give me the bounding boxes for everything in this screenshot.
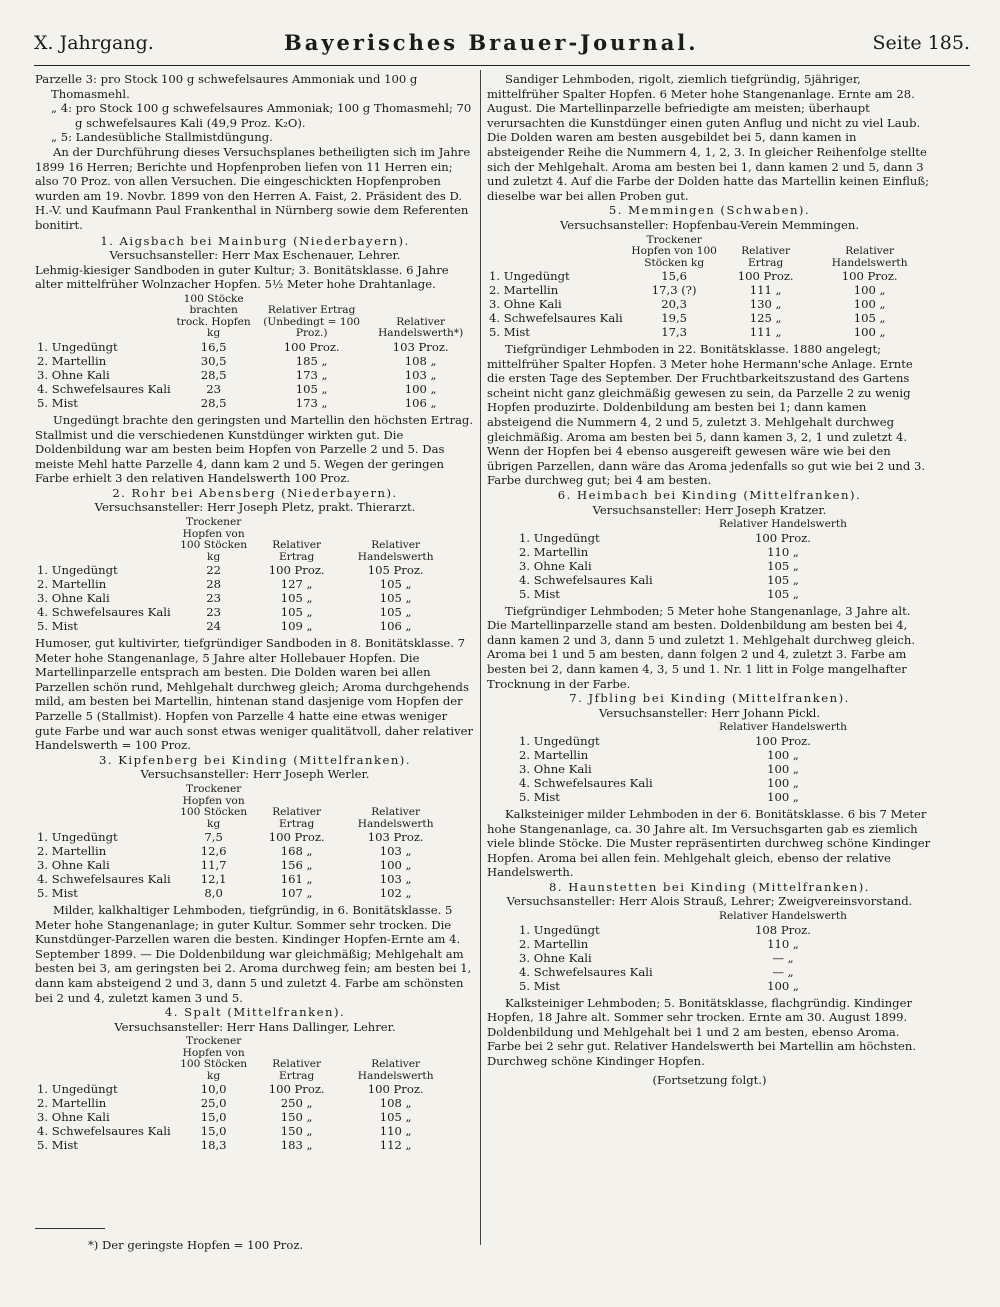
table-cell: 100 „	[404, 381, 437, 396]
col-header: Relativer Handelswerth	[718, 721, 847, 734]
table-cell: 173 „	[295, 395, 328, 410]
volume-label: X. Jahrgang.	[34, 32, 154, 54]
table-cell: 100 „	[853, 325, 886, 340]
row-label: 2. Martellin	[37, 844, 107, 858]
table-cell: 105 „	[280, 605, 313, 620]
row-label: 1. Ungedüngt	[519, 530, 600, 545]
continuation-note: (Fortsetzung folgt.)	[652, 1072, 767, 1087]
table-cell: 100 „	[767, 775, 799, 790]
table-7	[517, 722, 855, 804]
table-header	[517, 722, 855, 734]
table-cell: 105 „	[853, 311, 886, 326]
row-label: 3. Ohne Kali	[37, 591, 110, 606]
table-row	[35, 1082, 453, 1096]
table-cell: 168 „	[280, 844, 313, 858]
table-cell: 10,0	[200, 1082, 227, 1097]
row-label: 4. Schwefelsaures Kali	[489, 311, 623, 326]
section-title-5: 5. Memmingen (Schwaben).	[608, 203, 811, 218]
row-label: 3. Ohne Kali	[37, 1110, 110, 1125]
section-title-8: 8. Haunstetten bei Kinding (Mittelfranken).	[549, 879, 870, 894]
right-column	[487, 72, 932, 1087]
page-number: Seite 185.	[872, 32, 970, 54]
table-cell: 15,0	[200, 1124, 227, 1139]
table-cell: 110 „	[379, 1124, 412, 1139]
table-cell: 23	[206, 605, 222, 620]
row-label: 2. Martellin	[37, 577, 107, 592]
table-header	[35, 1036, 453, 1082]
section-who-3: Versuchsansteller: Herr Joseph Werler.	[140, 767, 370, 782]
table-row	[35, 619, 453, 633]
table-cell: 102 „	[379, 886, 412, 900]
row-label: 4. Schwefelsaures Kali	[37, 1124, 171, 1139]
table-cell: 103 Proz.	[367, 830, 424, 844]
row-label: 4. Schwefelsaures Kali	[519, 964, 653, 979]
table-cell: 156 „	[280, 858, 313, 872]
table-cell: 22	[206, 563, 222, 578]
table-row	[517, 545, 855, 559]
table-2	[35, 517, 453, 633]
table-header	[517, 911, 855, 923]
table-cell: 105 „	[379, 1110, 412, 1125]
table-row	[517, 776, 855, 790]
table-cell: 30,5	[200, 353, 227, 368]
row-label: 1. Ungedüngt	[519, 733, 600, 748]
section-who-4: Versuchsansteller: Herr Hans Dallinger, Lehrer.	[114, 1019, 396, 1034]
col-header: Trockener Hopfen von 100 Stöcken kg	[631, 233, 717, 269]
table-row	[35, 858, 453, 872]
table-cell: 108 „	[379, 1096, 412, 1111]
section-title-1: 1. Aigsbach bei Mainburg (Niederbayern).	[100, 233, 410, 248]
table-row	[517, 573, 855, 587]
table-row	[35, 563, 453, 577]
table-cell: — „	[772, 964, 794, 979]
row-label: 5. Mist	[37, 886, 78, 900]
section-text-1: Ungedüngt brachte den geringsten und Martellin den höchsten Ertrag. Stallmist und die verschiedenen Kunstdünger wirkten gut. Die Doldenbildung war am besten beim Hopfen von Parzelle 2 und 5. Das meiste Mehl hatte Parzelle 4, dann kam 2 und 5. Wegen der geringen Farbe erhielt 3 den relativen Handelswerth 100 Proz.	[35, 412, 474, 486]
table-cell: 105 „	[379, 605, 412, 620]
table-row	[35, 368, 473, 382]
intro-line-3: „ 5: Landesübliche Stallmistdüngung.	[51, 130, 273, 145]
col-header: Relativer Handelswerth	[357, 1058, 434, 1082]
table-row	[35, 1138, 453, 1152]
table-cell: 103 „	[379, 844, 412, 858]
row-label: 2. Martellin	[37, 353, 107, 368]
table-5	[487, 235, 932, 340]
section-title-6: 6. Heimbach bei Kinding (Mittelfranken).	[557, 487, 862, 502]
table-cell: 20,3	[661, 297, 688, 312]
table-row	[35, 605, 453, 619]
table-cell: 100 Proz.	[841, 269, 898, 284]
table-cell: 110 „	[767, 544, 799, 559]
col-header: Relativer Handelswerth	[357, 539, 434, 563]
table-body	[35, 563, 453, 633]
row-label: 1. Ungedüngt	[489, 269, 570, 284]
section-text-6: Tiefgründiger Lehmboden; 5 Meter hohe Stangenanlage, 3 Jahre alt. Die Martellinparzelle stand am besten. Doldenbildung am besten bei 4, dann kamen 2 und 3, dann 5 und zuletzt 1. Mehlgehalt durchweg gleich. Aroma bei 1 und 5 am besten, dann folgen 2 und 4, zuletzt 3. Farbe am besten bei 2, dann kamen 4, 3, 5 und 1. Nr. 1 litt in Folge mangelhafter Trocknung in der Farbe.	[487, 603, 916, 691]
table-cell: 125 „	[749, 311, 782, 326]
row-label: 1. Ungedüngt	[37, 1082, 118, 1097]
table-body	[517, 734, 855, 804]
table-row	[35, 1110, 453, 1124]
table-cell: 111 „	[749, 325, 782, 340]
table-cell: 100 Proz.	[737, 269, 794, 284]
table-row	[35, 354, 473, 368]
table-row	[517, 790, 855, 804]
section-who-6: Versuchsansteller: Herr Joseph Kratzer.	[592, 502, 827, 517]
table-4	[35, 1036, 453, 1152]
table-cell: 185 „	[295, 353, 328, 368]
table-cell: 173 „	[295, 367, 328, 382]
col-header: Trockener Hopfen von 100 Stöcken kg	[180, 516, 248, 563]
table-cell: 100 „	[853, 283, 886, 298]
table-cell: 11,7	[200, 858, 227, 872]
table-cell: 105 „	[379, 591, 412, 606]
table-cell: 16,5	[200, 339, 227, 354]
table-cell: 24	[206, 619, 222, 634]
table-cell: 127 „	[280, 577, 313, 592]
section-who-7: Versuchsansteller: Herr Johann Pickl.	[598, 705, 821, 720]
table-cell: 250 „	[280, 1096, 313, 1111]
table-row	[517, 559, 855, 573]
table-cell: 100 Proz.	[268, 563, 325, 578]
table-cell: 112 „	[379, 1138, 412, 1153]
table-row	[35, 396, 473, 410]
row-label: 5. Mist	[519, 586, 560, 601]
row-label: 1. Ungedüngt	[37, 339, 118, 354]
table-row	[517, 937, 855, 951]
col-header	[35, 294, 173, 340]
table-row	[35, 830, 453, 844]
table-body	[35, 340, 473, 410]
table-body	[35, 830, 453, 900]
table-row	[487, 283, 932, 297]
row-label: 3. Ohne Kali	[519, 558, 592, 573]
table-cell: 100 „	[767, 747, 799, 762]
row-label: 2. Martellin	[37, 1096, 107, 1111]
table-cell: 105 „	[767, 558, 799, 573]
table-header	[517, 519, 855, 531]
table-body	[517, 923, 855, 993]
table-cell: 100 „	[767, 789, 799, 804]
row-label: 3. Ohne Kali	[37, 367, 110, 382]
table-row	[517, 734, 855, 748]
table-cell: 130 „	[749, 297, 782, 312]
row-label: 5. Mist	[489, 325, 530, 340]
row-label: 4. Schwefelsaures Kali	[37, 381, 171, 396]
col-header: Relativer Handelswerth*)	[378, 315, 464, 340]
section-who-1: Versuchsansteller: Herr Max Eschenauer, Lehrer.	[109, 248, 401, 263]
section-text-2: Humoser, gut kultivirter, tiefgründiger Sandboden in 8. Bonitätsklasse. 7 Meter hohe Stangenanlage, 5 Jahre alter Hollebauer Hopfen. Die Martellinparzelle entsprach am besten. Die Dolden waren bei allen Parzellen schön rund, Mehlgehalt durchweg gleich; Aroma durchgehends mild, am besten bei Martellin, hintenan stand dasjenige vom Hopfen der Parzelle 5 (Stallmist). Hopfen von Parzelle 4 hatte eine etwas weniger gute Farbe und war auch sonst etwas weniger qualitätvoll, daher relativer Handelswerth = 100 Proz.	[35, 636, 474, 753]
table-cell: 183 „	[280, 1138, 313, 1153]
col-header: Relativer Ertrag (Unbedingt = 100 Proz.)	[263, 304, 361, 340]
table-cell: 111 „	[749, 283, 782, 298]
col-header: Relativer Handelswerth	[718, 910, 847, 923]
table-row	[487, 297, 932, 311]
col-header: Trockener Hopfen von 100 Stöcken kg	[180, 1035, 248, 1082]
col-header	[35, 517, 173, 563]
table-row	[35, 577, 453, 591]
journal-title: Bayerisches Brauer-Journal.	[284, 30, 699, 55]
col-header	[517, 519, 711, 531]
col-header: Relativer Ertrag	[272, 806, 322, 830]
table-cell: 105 „	[280, 591, 313, 606]
table-row	[517, 979, 855, 993]
table-cell: — „	[772, 950, 794, 965]
row-label: 4. Schwefelsaures Kali	[519, 775, 653, 790]
row-label: 1. Ungedüngt	[519, 922, 600, 937]
col-header: Relativer Handelswerth	[831, 245, 908, 269]
table-header	[487, 235, 932, 270]
table-cell: 23	[206, 591, 222, 606]
table-cell: 28,5	[200, 395, 227, 410]
table-cell: 23	[206, 381, 222, 396]
table-cell: 100 Proz.	[755, 733, 811, 748]
column-divider	[480, 70, 481, 1245]
table-cell: 19,5	[661, 311, 688, 326]
row-label: 1. Ungedüngt	[37, 830, 118, 844]
table-cell: 150 „	[280, 1124, 313, 1139]
table-cell: 100 Proz.	[755, 530, 811, 545]
table-cell: 103 Proz.	[392, 339, 449, 354]
table-row	[35, 1124, 453, 1138]
table-header	[35, 294, 473, 340]
table-cell: 105 „	[767, 586, 799, 601]
table-header	[35, 784, 453, 830]
table-3	[35, 784, 453, 900]
table-cell: 107 „	[280, 886, 313, 900]
col-header: Trockener Hopfen von 100 Stöcken kg	[180, 783, 248, 830]
section-text-7: Kalksteiniger milder Lehmboden in der 6. Bonitätsklasse. 6 bis 7 Meter hohe Stangenanlage, ca. 30 Jahre alt. Im Versuchsgarten gab es ziemlich viele blinde Stöcke. Die Muster repräsentirten durchweg schöne Kindinger Hopfen. Aroma bei allen fein. Mehlgehalt gleich, ebenso der relative Handelswerth.	[487, 806, 931, 880]
table-cell: 15,0	[200, 1110, 227, 1125]
table-cell: 15,6	[661, 269, 688, 284]
table-cell: 106 „	[379, 619, 412, 634]
table-cell: 100 „	[767, 978, 799, 993]
table-cell: 161 „	[280, 872, 313, 886]
row-label: 4. Schwefelsaures Kali	[37, 872, 171, 886]
row-label: 3. Ohne Kali	[489, 297, 562, 312]
table-cell: 7,5	[204, 830, 223, 844]
table-row	[517, 762, 855, 776]
section-title-4: 4. Spalt (Mittelfranken).	[164, 1005, 346, 1020]
table-row	[517, 965, 855, 979]
col-header: Relativer Handelswerth	[718, 518, 847, 531]
table-row	[35, 1096, 453, 1110]
col-header: Relativer Ertrag	[272, 1058, 322, 1082]
table-cell: 17,3	[661, 325, 688, 340]
table-cell: 100 Proz.	[268, 1082, 325, 1097]
row-label: 1. Ungedüngt	[37, 563, 118, 578]
table-cell: 100 Proz.	[268, 830, 325, 844]
row-label: 2. Martellin	[519, 544, 589, 559]
table-row	[35, 382, 473, 396]
row-label: 2. Martellin	[519, 747, 589, 762]
section-text-8: Kalksteiniger Lehmboden; 5. Bonitätsklasse, flachgründig. Kindinger Hopfen, 18 Jahre alt. Sommer sehr trocken. Ernte am 30. August 1899. Doldenbildung und Mehlgehalt bei 1 und 2 am besten, ebenso Aroma. Farbe bei 2 sehr gut. Relativer Handelswerth bei Martellin am höchsten. Durchweg schöne Kindinger Hopfen.	[487, 995, 917, 1068]
col-header	[487, 235, 625, 270]
table-row	[487, 269, 932, 283]
row-label: 3. Ohne Kali	[519, 950, 592, 965]
row-label: 5. Mist	[519, 978, 560, 993]
page-header	[34, 28, 970, 64]
section-who-2: Versuchsansteller: Herr Joseph Pletz, prakt. Thierarzt.	[94, 500, 416, 515]
table-row	[517, 531, 855, 545]
row-label: 3. Ohne Kali	[37, 858, 110, 872]
row-label: 4. Schwefelsaures Kali	[37, 605, 171, 620]
footnote: *) Der geringste Hopfen = 100 Proz.	[88, 1238, 304, 1252]
table-cell: 25,0	[200, 1096, 227, 1111]
table-row	[35, 886, 453, 900]
table-cell: 105 Proz.	[367, 563, 424, 578]
section-text-5: Tiefgründiger Lehmboden in 22. Bonitätsklasse. 1880 angelegt; mittelfrüher Spalter Hopfen. 3 Meter hohe Hermann'sche Anlage. Ernte die ersten Tage des September. Der Fruchtbarkeitszustand des Gartens scheint nicht ganz gleichmäßig gewesen zu sein, da Parzelle 2 zu wenig Hopfen produzirte. Doldenbildung am besten bei 1; dann kamen absteigend die Nummern 4, 2 und 5, zuletzt 3. Mehlgehalt durchweg gleichmäßig. Aroma am besten bei 5, dann kamen 3, 2, 1 und zuletzt 4. Wenn der Hopfen bei 4 ebenso ausgereift gewesen wäre wie bei den übrigen Parzellen, dann wäre das Aroma jedenfalls so gut wie bei 2 und 3. Farbe durchweg gut; bei 4 am besten.	[487, 342, 926, 488]
col-header	[517, 722, 711, 734]
section-title-3: 3. Kipfenberg bei Kinding (Mittelfranken).	[98, 752, 412, 767]
table-row	[35, 844, 453, 858]
table-cell: 17,3 (?)	[651, 283, 697, 298]
section-desc-1: Lehmig-kiesiger Sandboden in guter Kultur; 3. Bonitätsklasse. 6 Jahre alter mittelfrüher Wolnzacher Hopfen. 5½ Meter hohe Drahtanlage.	[35, 262, 449, 292]
col-header: 100 Stöcke brachten trock. Hopfen kg	[176, 292, 251, 340]
col-header: Relativer Handelswerth	[357, 806, 434, 830]
table-8	[517, 911, 855, 993]
table-cell: 108 Proz.	[755, 922, 811, 937]
table-row	[517, 587, 855, 601]
col-header	[517, 911, 711, 923]
table-cell: 109 „	[280, 619, 313, 634]
row-label: 5. Mist	[37, 619, 78, 634]
intro-paragraph: An der Durchführung dieses Versuchsplanes betheiligten sich im Jahre 1899 16 Herren; Berichte und Hopfenproben liefen von 11 Herren ein; also 70 Proz. von allen Versuchen. Die eingeschickten Hopfenproben wurden am 19. Novbr. 1899 von den Herren A. Faist, 2. Präsident des D. H.-V. und Kaufmann Paul Frankenthal in Nürnberg sowie dem Referenten bonitirt.	[35, 144, 471, 232]
table-cell: 12,1	[200, 872, 227, 886]
table-row	[487, 325, 932, 339]
section-who-5: Versuchsansteller: Hopfenbau-Verein Memmingen.	[559, 217, 860, 232]
section-title-2: 2. Rohr bei Abensberg (Niederbayern).	[112, 485, 398, 500]
left-column	[35, 72, 475, 1155]
table-row	[517, 923, 855, 937]
table-cell: 150 „	[280, 1110, 313, 1125]
table-cell: 103 „	[379, 872, 412, 886]
table-cell: 28,5	[200, 367, 227, 382]
table-row	[35, 340, 473, 354]
table-body	[517, 531, 855, 601]
row-label: 5. Mist	[37, 1138, 78, 1153]
table-cell: 18,3	[200, 1138, 227, 1153]
row-label: 4. Schwefelsaures Kali	[519, 572, 653, 587]
table-row	[517, 748, 855, 762]
row-label: 3. Ohne Kali	[519, 761, 592, 776]
col-header	[35, 784, 173, 830]
table-row	[487, 311, 932, 325]
table-6	[517, 519, 855, 601]
table-row	[35, 591, 453, 605]
table-cell: 105 „	[379, 577, 412, 592]
table-row	[517, 951, 855, 965]
intro-line-1: Parzelle 3: pro Stock 100 g schwefelsaures Ammoniak und 100 g Thomasmehl.	[35, 72, 418, 101]
table-header	[35, 517, 453, 563]
table-cell: 100 Proz.	[283, 339, 340, 354]
table-cell: 12,6	[200, 844, 227, 858]
table-cell: 28	[206, 577, 222, 592]
header-rule	[34, 65, 970, 66]
footnote-rule	[35, 1228, 105, 1229]
table-1	[35, 294, 473, 410]
row-label: 5. Mist	[37, 395, 78, 410]
table-row	[35, 872, 453, 886]
table-cell: 105 „	[295, 381, 328, 396]
table-cell: 103 „	[404, 367, 437, 382]
continued-paragraph: Sandiger Lehmboden, rigolt, ziemlich tiefgründig, 5jähriger, mittelfrüher Spalter Hopfen. 6 Meter hohe Stangenanlage. Ernte am 28. August. Die Martellinparzelle befriedigte am meisten; überhaupt verursachten die Kunstdünger einen guten Anflug und nicht zu viel Laub. Die Dolden waren am besten ausgebildet bei 5, dann kamen in absteigender Reihe die Nummern 4, 1, 2, 3. In gleicher Reihenfolge stellte sich der Mehlgehalt. Aroma am besten bei 1, dann kamen 2 und 5, dann 3 und zuletzt 4. Auf die Farbe der Dolden hatte das Martellin keinen Einfluß; dieselbe war bei allen Proben gut.	[487, 72, 930, 203]
table-body	[487, 269, 932, 339]
table-body	[35, 1082, 453, 1152]
col-header: Relativer Ertrag	[272, 539, 322, 563]
table-cell: 8,0	[204, 886, 223, 900]
row-label: 2. Martellin	[519, 936, 589, 951]
table-cell: 100 „	[853, 297, 886, 312]
col-header	[35, 1036, 173, 1082]
section-title-7: 7. Jfbling bei Kinding (Mittelfranken).	[569, 691, 850, 706]
table-cell: 100 „	[379, 858, 412, 872]
section-who-8: Versuchsansteller: Herr Alois Strauß, Lehrer; Zweigvereinsvorstand.	[506, 894, 913, 909]
table-cell: 100 „	[767, 761, 799, 776]
section-text-3: Milder, kalkhaltiger Lehmboden, tiefgründig, in 6. Bonitätsklasse. 5 Meter hohe Stangenanlage; in guter Kultur. Sommer sehr trocken. Die Kunstdünger-Parzellen waren die besten. Kindinger Hopfen-Ernte am 4. September 1899. — Die Doldenbildung war gleichmäßig; Mehlgehalt am besten bei 3, am geringsten bei 2. Aroma durchweg fein; am besten bei 1, dann kam absteigend 2 und 3, dann 5 und zuletzt 4. Farbe am schönsten bei 2 und 4, zuletzt kamen 3 und 5.	[35, 903, 472, 1005]
table-cell: 110 „	[767, 936, 799, 951]
row-label: 5. Mist	[519, 789, 560, 804]
row-label: 2. Martellin	[489, 283, 559, 298]
intro-line-2: „ 4: pro Stock 100 g schwefelsaures Ammoniak; 100 g Thomasmehl; 70 g schwefelsaures Kali (49,9 Proz. K₂O).	[51, 101, 472, 130]
col-header: Relativer Ertrag	[741, 245, 791, 269]
table-cell: 105 „	[767, 572, 799, 587]
table-cell: 106 „	[404, 395, 437, 410]
table-cell: 108 „	[404, 353, 437, 368]
table-cell: 100 Proz.	[367, 1082, 424, 1097]
